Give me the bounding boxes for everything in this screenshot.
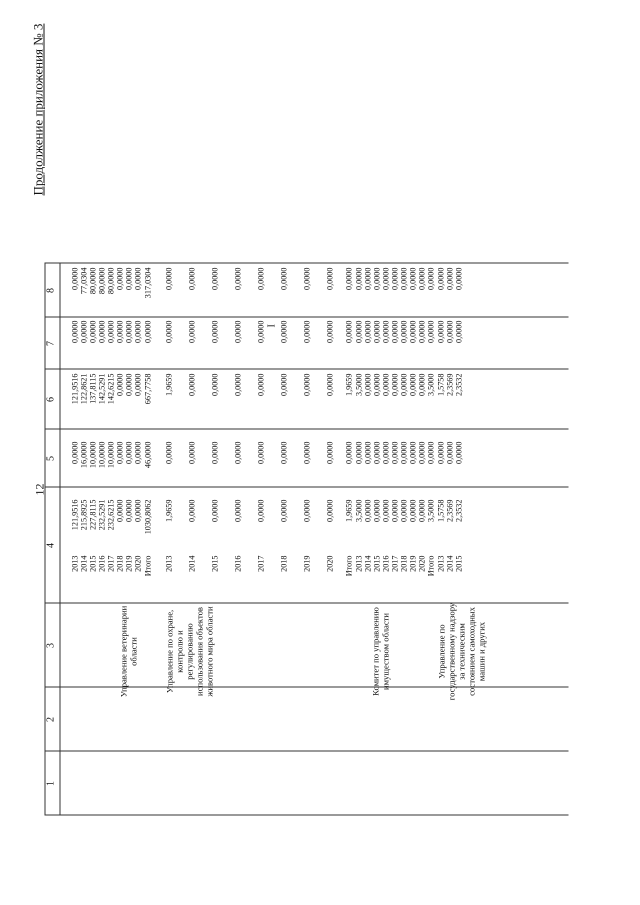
- cell: 0,0000: [187, 441, 196, 464]
- table-row: [436, 85, 446, 815]
- year-cell: 2017: [256, 555, 265, 572]
- cell: 667,7758: [143, 373, 152, 404]
- year-cell: 2014: [363, 555, 372, 572]
- col-header-2: 2: [45, 716, 56, 722]
- cell: 0,0000: [408, 499, 417, 522]
- year-cell: 2016: [97, 555, 106, 572]
- table-row: [408, 85, 418, 815]
- year-cell: 2019: [124, 555, 133, 572]
- year-cell: 2015: [210, 555, 219, 572]
- cell: 10,0000: [106, 441, 115, 468]
- cell: 3,5000: [354, 499, 363, 522]
- cell: 0,0000: [417, 267, 426, 290]
- year-cell: Итого: [143, 555, 152, 576]
- table-row: [417, 85, 427, 815]
- cell: 0,0000: [408, 441, 417, 464]
- table-row: [115, 85, 125, 815]
- cell: 0,0000: [426, 267, 435, 290]
- cell: 0,0000: [363, 320, 372, 343]
- cell: 0,0000: [256, 320, 265, 343]
- cell: 0,0000: [143, 320, 152, 343]
- cell: 0,0000: [124, 267, 133, 290]
- cell: 1,5758: [436, 499, 445, 522]
- cell: 46,0000: [143, 441, 152, 468]
- year-cell: 2013: [436, 555, 445, 572]
- cell: 0,0000: [124, 373, 133, 396]
- cell: 0,0000: [381, 267, 390, 290]
- cell: 0,0000: [390, 267, 399, 290]
- cell: 80,0000: [106, 267, 115, 294]
- cell: 0,0000: [279, 320, 288, 343]
- cell: 0,0000: [399, 499, 408, 522]
- cell: 0,0000: [390, 373, 399, 396]
- cell: 0,0000: [417, 499, 426, 522]
- cell: 0,0000: [417, 373, 426, 396]
- cell: 0,0000: [302, 499, 311, 522]
- cell: 2,3569: [445, 499, 454, 522]
- table-row-total: [344, 85, 354, 815]
- table-row: [133, 85, 143, 815]
- org-name: Управление по охране, контролю и регулированию использования объектов животного мира области: [164, 605, 214, 697]
- table-row: [253, 85, 269, 815]
- cell: 80,0000: [88, 267, 97, 294]
- year-cell: 2015: [88, 555, 97, 572]
- cell: 121,9516: [70, 499, 79, 530]
- year-cell: 2018: [115, 555, 124, 572]
- cell: 0,0000: [256, 267, 265, 290]
- table-row: [354, 85, 364, 815]
- header-underline: [59, 263, 60, 815]
- cell: 0,0000: [372, 373, 381, 396]
- budget-table: [44, 85, 568, 815]
- cell: 0,0000: [256, 499, 265, 522]
- cell: 0,0000: [436, 441, 445, 464]
- cell: 0,0000: [354, 441, 363, 464]
- cell: 0,0000: [302, 267, 311, 290]
- year-cell: 2020: [133, 555, 142, 572]
- cell: 232,5291: [97, 499, 106, 530]
- table-row: [161, 85, 177, 815]
- cell: 0,0000: [233, 499, 242, 522]
- year-cell: 2018: [399, 555, 408, 572]
- cell: 0,0000: [445, 267, 454, 290]
- cell: 0,0000: [325, 499, 334, 522]
- cell: 0,0000: [325, 267, 334, 290]
- cell: 0,0000: [399, 373, 408, 396]
- cell: 0,0000: [302, 320, 311, 343]
- year-cell: 2014: [445, 555, 454, 572]
- cell: 0,0000: [426, 320, 435, 343]
- cell: 0,0000: [408, 373, 417, 396]
- cell: 0,0000: [279, 373, 288, 396]
- cell: 0,0000: [279, 267, 288, 290]
- table-row: [445, 85, 455, 815]
- cell: 1,5758: [436, 373, 445, 396]
- cell: 0,0000: [381, 320, 390, 343]
- cell: 317,0304: [143, 267, 152, 298]
- cell: 10,0000: [97, 441, 106, 468]
- cell: 0,0000: [279, 441, 288, 464]
- cell: 0,0000: [408, 267, 417, 290]
- cell: 0,0000: [363, 267, 372, 290]
- year-cell: 2013: [70, 555, 79, 572]
- cell: 0,0000: [399, 267, 408, 290]
- cell: 0,0000: [124, 499, 133, 522]
- cell: 2,3569: [445, 373, 454, 396]
- cell: 10,0000: [88, 441, 97, 468]
- cell: 0,0000: [256, 373, 265, 396]
- cell: 0,0000: [210, 373, 219, 396]
- cell: 0,0000: [390, 441, 399, 464]
- cell: 0,0000: [133, 320, 142, 343]
- org-name: Управление ветеринарии области: [118, 605, 138, 697]
- cell: 0,0000: [381, 373, 390, 396]
- table-row: [381, 85, 391, 815]
- cell: 0,0000: [436, 267, 445, 290]
- table-row: [207, 85, 223, 815]
- table-row: [97, 85, 107, 815]
- cell: 0,0000: [372, 267, 381, 290]
- cell: 0,0000: [233, 441, 242, 464]
- cell: 0,0000: [70, 441, 79, 464]
- cell: 0,0000: [372, 320, 381, 343]
- cell: 3,5000: [426, 499, 435, 522]
- cell: 80,0000: [97, 267, 106, 294]
- cell: 0,0000: [302, 373, 311, 396]
- cell: 0,0000: [454, 320, 463, 343]
- cell: 215,8925: [79, 499, 88, 530]
- cell: 121,9516: [70, 373, 79, 404]
- cell: 0,0000: [115, 441, 124, 464]
- cell: 0,0000: [381, 441, 390, 464]
- cell: 0,0000: [454, 441, 463, 464]
- cell: 0,0000: [325, 373, 334, 396]
- year-cell: 2014: [79, 555, 88, 572]
- org-name: Управление по государственному надзору за техническим состоянием самоходных машин и других: [436, 602, 486, 700]
- cell: 0,0000: [233, 373, 242, 396]
- cell: 0,0000: [88, 320, 97, 343]
- cell: 0,0000: [381, 499, 390, 522]
- cell: 0,0000: [187, 320, 196, 343]
- cell: 2,3532: [454, 373, 463, 396]
- cell: 0,0000: [325, 320, 334, 343]
- year-cell: 2016: [381, 555, 390, 572]
- cell: 1,9659: [164, 499, 173, 522]
- cell: 0,0000: [233, 267, 242, 290]
- cell: 0,0000: [106, 320, 115, 343]
- table-row: [184, 85, 200, 815]
- year-cell: 2019: [302, 555, 311, 572]
- table-row-total: [143, 85, 153, 815]
- col-header-3: 3: [45, 642, 56, 648]
- cell: 0,0000: [133, 441, 142, 464]
- cell: 0,0000: [124, 320, 133, 343]
- cell: 1030,8062: [143, 499, 152, 534]
- cell: 1,9659: [164, 373, 173, 396]
- year-cell: 2013: [354, 555, 363, 572]
- cell: 0,0000: [115, 267, 124, 290]
- cell: 0,0000: [210, 267, 219, 290]
- table-row: [299, 85, 315, 815]
- cell: 0,0000: [454, 267, 463, 290]
- year-cell: 2017: [390, 555, 399, 572]
- year-cell: 2017: [106, 555, 115, 572]
- col-header-7: 7: [45, 340, 56, 346]
- cell: 0,0000: [187, 499, 196, 522]
- cell: 0,0000: [408, 320, 417, 343]
- year-cell: 2015: [454, 555, 463, 572]
- cell: 16,0000: [79, 441, 88, 468]
- table-row: [372, 85, 382, 815]
- cell: 0,0000: [233, 320, 242, 343]
- cell: 0,0000: [256, 441, 265, 464]
- col-header-4: 4: [45, 542, 56, 548]
- cell: 0,0000: [97, 320, 106, 343]
- table-row: [363, 85, 373, 815]
- scan-mark: I: [266, 323, 277, 327]
- cell: 0,0000: [390, 499, 399, 522]
- cell: 0,0000: [344, 267, 353, 290]
- cell: 0,0000: [344, 320, 353, 343]
- cell: 0,0000: [344, 441, 353, 464]
- year-cell: 2015: [372, 555, 381, 572]
- year-cell: 2020: [417, 555, 426, 572]
- cell: 0,0000: [372, 441, 381, 464]
- cell: 0,0000: [363, 441, 372, 464]
- cell: 0,0000: [210, 441, 219, 464]
- cell: 77,0304: [79, 267, 88, 294]
- table-row: [390, 85, 400, 815]
- cell: 0,0000: [124, 441, 133, 464]
- cell: 1,9659: [344, 499, 353, 522]
- cell: 3,5000: [354, 373, 363, 396]
- cell: 0,0000: [164, 441, 173, 464]
- cell: 0,0000: [79, 320, 88, 343]
- cell: 0,0000: [133, 499, 142, 522]
- cell: 137,8115: [88, 373, 97, 404]
- cell: 0,0000: [187, 373, 196, 396]
- col-header-5: 5: [45, 455, 56, 461]
- year-cell: Итого: [344, 555, 353, 576]
- table-row: [79, 85, 89, 815]
- col-header-8: 8: [45, 287, 56, 293]
- table-row: [230, 85, 246, 815]
- cell: 2,3532: [454, 499, 463, 522]
- cell: 142,6215: [106, 373, 115, 404]
- col-header-1: 1: [45, 780, 56, 786]
- cell: 0,0000: [70, 320, 79, 343]
- cell: 0,0000: [187, 267, 196, 290]
- table-row: [276, 85, 292, 815]
- cell: 1,9659: [344, 373, 353, 396]
- cell: 0,0000: [417, 320, 426, 343]
- cell: 0,0000: [390, 320, 399, 343]
- cell: 0,0000: [445, 441, 454, 464]
- table-row: [88, 85, 98, 815]
- cell: 0,0000: [354, 320, 363, 343]
- cell: 0,0000: [372, 499, 381, 522]
- cell: 0,0000: [133, 267, 142, 290]
- table-row: [454, 85, 464, 815]
- cell: 0,0000: [70, 267, 79, 290]
- table-row: [399, 85, 409, 815]
- cell: 0,0000: [210, 320, 219, 343]
- cell: 0,0000: [363, 373, 372, 396]
- cell: 0,0000: [399, 320, 408, 343]
- cell: 0,0000: [354, 267, 363, 290]
- cell: 227,8115: [88, 499, 97, 530]
- cell: 0,0000: [115, 320, 124, 343]
- cell: 232,6215: [106, 499, 115, 530]
- table-row: [124, 85, 134, 815]
- cell: 0,0000: [115, 373, 124, 396]
- cell: 0,0000: [399, 441, 408, 464]
- cell: 0,0000: [210, 499, 219, 522]
- cell: 0,0000: [164, 320, 173, 343]
- cell: 0,0000: [436, 320, 445, 343]
- appendix-caption: Продолжение приложения № 3: [30, 23, 45, 195]
- cell: 0,0000: [363, 499, 372, 522]
- cell: 142,5291: [97, 373, 106, 404]
- year-cell: 2014: [187, 555, 196, 572]
- year-cell: 2018: [279, 555, 288, 572]
- cell: 0,0000: [445, 320, 454, 343]
- cell: 0,0000: [115, 499, 124, 522]
- year-cell: 2016: [233, 555, 242, 572]
- cell: 3,5000: [426, 373, 435, 396]
- col-header-6: 6: [45, 396, 56, 402]
- cell: 0,0000: [164, 267, 173, 290]
- year-cell: 2013: [164, 555, 173, 572]
- year-cell: 2019: [408, 555, 417, 572]
- cell: 0,0000: [133, 373, 142, 396]
- table-row: [106, 85, 116, 815]
- table-row: [322, 85, 338, 815]
- year-cell: 2020: [325, 555, 334, 572]
- cell: 0,0000: [302, 441, 311, 464]
- table-row: [70, 85, 80, 815]
- table-row-total: [426, 85, 436, 815]
- org-name: Комитет по управлению имуществом области: [370, 606, 390, 696]
- cell: 0,0000: [417, 441, 426, 464]
- cell: 0,0000: [279, 499, 288, 522]
- cell: 0,0000: [426, 441, 435, 464]
- cell: 0,0000: [325, 441, 334, 464]
- year-cell: Итого: [426, 555, 435, 576]
- page-number: 12: [32, 483, 46, 495]
- cell: 122,8621: [79, 373, 88, 404]
